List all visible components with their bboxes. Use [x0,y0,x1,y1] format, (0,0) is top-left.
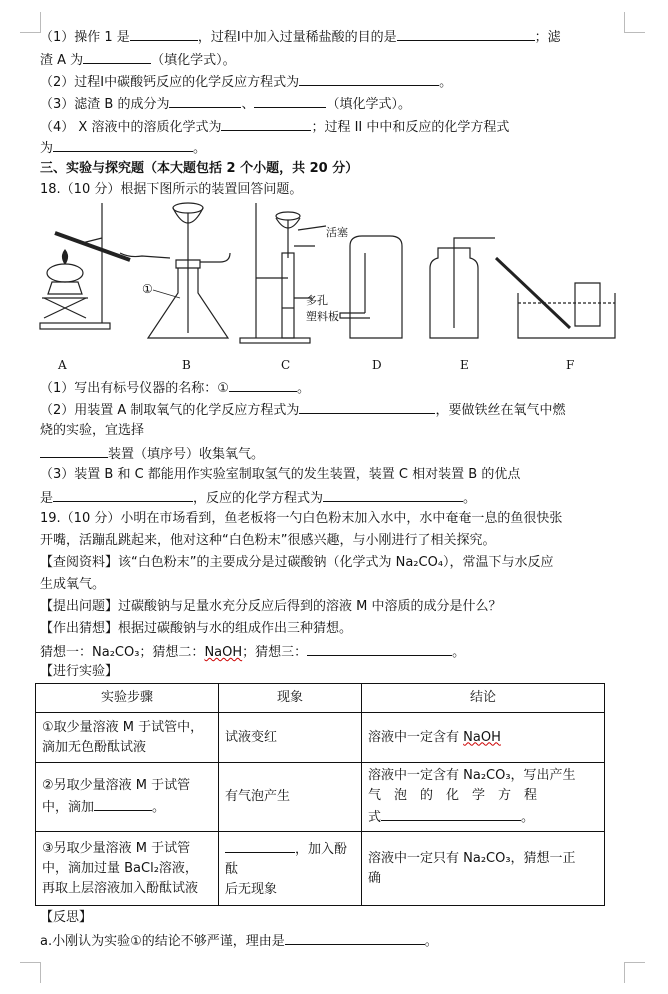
apparatus-d [340,236,402,338]
text: ，要做铁丝在氧气中燃 [435,403,566,418]
q19-reference-1: 【查阅资料】该“白色粉末”的主要成分是过碳酸钠（化学式为 Na₂CO₄），常温下与水反应 [40,555,554,570]
q17-part1-line2 [40,49,630,71]
text: a.小刚认为实验①的结论不够严谨，理由是 [40,934,285,949]
table-header: 现象 [219,684,362,713]
text: 确 [368,870,382,886]
text: （填化学式）。 [151,53,236,68]
q18-part2-line2 [40,421,630,441]
text: （1）写出有标号仪器的名称：① [40,381,229,396]
q19-reference-2: 生成氧气。 [40,577,106,592]
table-cell-step [36,763,219,832]
figure-label-e: E [460,358,469,372]
text: ，反应的化学方程式为 [193,491,324,506]
table-cell-conclusion [362,713,605,763]
q18-part3-line2 [40,487,630,509]
text: 溶液中一定含有 Na₂CO₃，写出产生 [368,768,576,783]
table-cell-observation: 试液变红 [219,713,362,763]
text: 。 [424,934,438,949]
callout-valve: 活塞 [326,226,348,239]
section-title: 三、实验与探究题（本大题包括 2 个小题，共 20 分） [40,161,359,176]
text: 为 [40,141,54,156]
callout-plate-2: 塑料板 [306,310,339,323]
text: 溶液中一定含有 [368,729,464,745]
apparatus-a [40,203,170,329]
table-cell-conclusion [362,763,605,832]
step-with-blank [42,796,212,818]
observation-with-blank [225,838,355,880]
answer-blank[interactable] [323,487,463,502]
answer-blank[interactable] [130,26,198,41]
text: （3）装置 B 和 C 都能用作实验室制取氢气的发生装置，装置 C 相对装置 B 的优点 [40,467,521,482]
text: 后无现象 [225,881,278,897]
crop-mark-bottom-right [624,962,645,983]
answer-blank[interactable] [169,93,241,108]
apparatus-figure [30,198,630,378]
text: NaOH [204,645,243,660]
text: （2）用装置 A 制取氧气的化学反应方程式为 [40,403,300,418]
text: 是 [40,491,54,506]
text: 中，滴加 [42,800,95,815]
text: ③另取少量溶液 M 于试管 [42,840,191,856]
callout-marker: ① [142,282,153,296]
table-cell-step [36,832,219,906]
q18-part3-line1 [40,465,630,485]
text: ，过程Ⅰ中加入过量稀盐酸的目的是 [197,30,397,45]
text: ①取少量溶液 M 于试管中， [42,719,204,735]
text: 装置（填序号）收集氧气。 [108,447,265,462]
text: 中，滴加过量 BaCl₂溶液， [42,860,198,876]
q19-hypothesis-intro: 【作出猜想】根据过碳酸钠与水的组成作出三种猜想。 [40,621,353,636]
text: 。 [193,141,207,156]
text: 式 [368,810,382,825]
table-header-row [36,684,605,713]
q19-intro-2: 开嘴，活蹦乱跳起来，他对这种“白色粉末”很感兴趣，与小刚进行了相关探究。 [40,533,496,548]
q18-intro: 18.（10 分）根据下图所示的装置回答问题。 [40,182,303,197]
text: 猜想一：Na₂CO₃；猜想二： [40,645,205,660]
answer-blank[interactable] [397,26,535,41]
apparatus-b [148,203,230,338]
text: 。 [521,810,535,825]
table-row [36,832,605,906]
answer-blank[interactable] [94,796,152,811]
table-row [36,713,605,763]
q18-part1 [40,377,630,399]
q19-intro-1: 19.（10 分）小明在市场看到，鱼老板将一勺白色粉末加入水中，水中奄奄一息的鱼很快张 [40,511,563,526]
q19-question: 【提出问题】过碳酸钠与足量水充分反应后得到的溶液 M 中溶质的成分是什么？ [40,599,502,614]
text: 滴加无色酚酞试液 [42,739,147,755]
figure-label-a: A [58,358,67,372]
text: ②另取少量溶液 M 于试管 [42,778,191,793]
answer-blank[interactable] [83,49,151,64]
apparatus-f [496,258,615,338]
table-cell-step [36,713,219,763]
callout-plate-1: 多孔 [306,294,328,307]
answer-blank[interactable] [381,806,521,821]
text: 。 [452,645,466,660]
text: 再取上层溶液加入酚酞试液 [42,880,199,896]
text: ；猜想三： [242,645,308,660]
answer-blank[interactable] [53,137,193,152]
q17-part3 [40,93,630,115]
q17-part2 [40,71,630,93]
text: 。 [296,381,310,396]
answer-blank[interactable] [299,71,439,86]
text: 。 [439,75,453,90]
answer-blank[interactable] [299,399,435,414]
table-header: 结论 [362,684,605,713]
text: （2）过程Ⅰ中碳酸钙反应的化学反应方程式为 [40,75,300,90]
q19-reflection-a [40,930,630,952]
q19-hypotheses [40,641,630,663]
crop-mark-top-left [20,12,41,33]
q17-part1-line1 [40,26,630,48]
table-cell-conclusion [362,832,605,906]
answer-blank[interactable] [225,838,295,853]
text: （3）滤渣 B 的成分为 [40,97,170,112]
q18-part2-line3 [40,443,630,465]
q19-reflection-title: 【反思】 [40,910,93,925]
text: NaOH [463,729,501,745]
table-row [36,763,605,832]
text: 。 [152,800,166,815]
figure-label-f: F [566,358,575,372]
text: ，加入酚酞 [225,841,348,877]
answer-blank[interactable] [53,487,193,502]
text: 渣 A 为 [40,53,84,68]
figure-label-c: C [281,358,291,372]
answer-blank[interactable] [221,116,311,131]
table-cell-observation [219,832,362,906]
figure-label-d: D [372,358,382,372]
apparatus-e [430,238,495,338]
text: 溶液中一定只有 Na₂CO₃，猜想一正 [368,850,576,866]
text: 气 泡 的 化 学 方 程 [368,788,538,803]
q18-part2-line1 [40,399,630,421]
answer-blank[interactable] [254,93,326,108]
crop-mark-bottom-left [20,962,41,983]
text: （填化学式）。 [326,97,411,112]
answer-blank[interactable] [285,930,425,945]
text: 烧的实验，宜选择 [40,423,145,438]
text: ；滤 [534,30,561,45]
experiment-table [35,683,605,906]
table-header: 实验步骤 [36,684,219,713]
text: ；过程 II 中中和反应的化学方程式 [311,120,510,135]
equation-with-blank [368,806,598,828]
answer-blank[interactable] [40,443,108,458]
q17-part4-line2 [40,137,630,159]
q19-experiment-title: 【进行实验】 [40,664,119,679]
text: （1）操作 1 是 [40,30,130,45]
answer-blank[interactable] [307,641,452,656]
text: 。 [463,491,477,506]
figure-label-b: B [182,358,191,372]
q17-part4-line1 [40,116,630,138]
text: （4） X 溶液中的溶质化学式为 [40,120,222,135]
table-cell-observation: 有气泡产生 [219,763,362,832]
text: 、 [241,97,255,112]
answer-blank[interactable] [229,377,297,392]
